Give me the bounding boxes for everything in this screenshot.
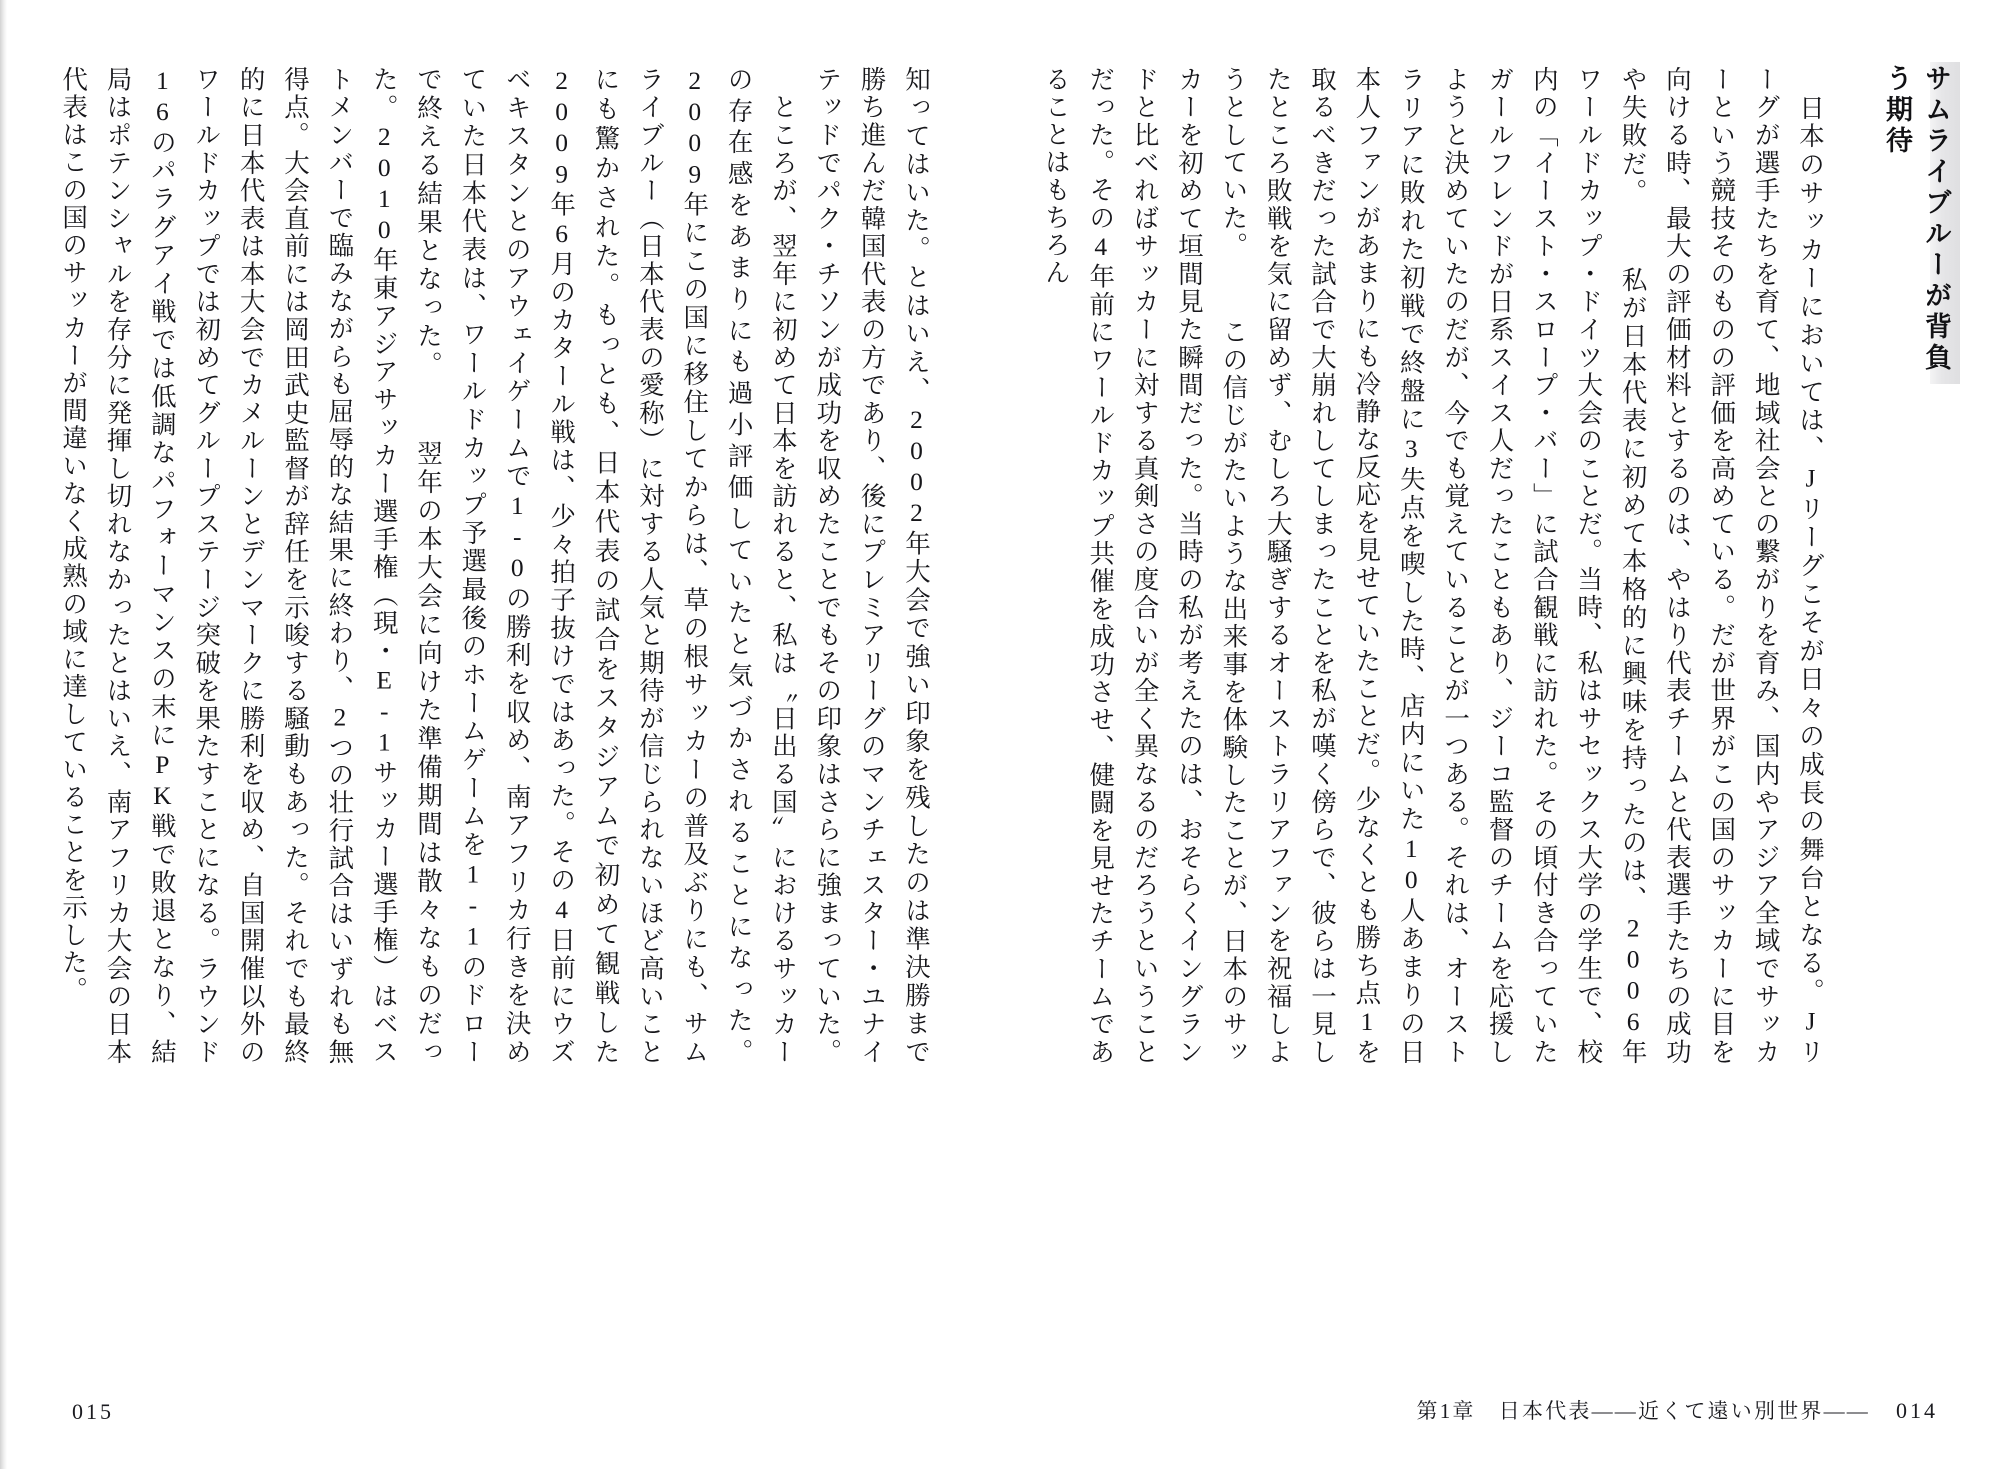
footer-chapter-title: 第1章 日本代表——近くて遠い別世界—— (1416, 1399, 1870, 1423)
page-number-014: 014 (1896, 1398, 1938, 1423)
right-page-body-text: 日本のサッカーにおいては、Jリーグこそが日々の成長の舞台となる。Jリーグが選手たちを育て、地域社会との繋がりを育み、国内やアジア全域でサッカーという競技そのものの評価を高めている。だが世界がこの国のサッカーに目を向ける時、最大の評価材料とするのは、やはり代表チームと代表選手たちの成功や失敗だ。 私が日本代表に初めて本格的に興味を持ったのは、2006年ワールドカップ・ドイツ大会のことだ。当時、私はサセックス大学の学生で、校内の「イースト・スロープ・バー」に試合観戦に訪れた。その頃付き合っていたガールフレンドが日系スイス人だったこともあり、ジーコ監督のチームを応援しようと決めていたのだが、今でも覚えていることが一つある。それは、オーストラリアに敗れた初戦で終盤に3失点を喫した時、店内にいた10人あまりの日本人ファンがあまりにも冷静な反応を見せていたことだ。少なくとも勝ち点1を取るべきだった試合で大崩れしてしまったことを私が嘆く傍らで、彼らは一見したところ敗戦を気に留めず、むしろ大騒ぎするオーストラリアファンを祝福しようとしていた。 この信じがたいような出来事を体験したことが、日本のサッカーを初めて垣間見た瞬間だった。当時の私が考えたのは、おそらくイングランドと比べればサッカーに対する真剣さの度合いが全く異なるのだろうということだった。その4年前にワールドカップ共催を成功させ、健闘を見せたチームであることはもちろん (1041, 66, 1825, 1066)
right-page (1000, 0, 2000, 1469)
section-heading: サムライブルーが背負う期待 (1882, 64, 1951, 374)
left-page-footer (72, 1399, 114, 1425)
right-page-footer (1417, 1395, 1939, 1425)
left-page-body-text: 知ってはいた。とはいえ、2002年大会で強い印象を残したのは準決勝まで勝ち進んだ韓国代表の方であり、後にプレミアリーグのマンチェスター・ユナイテッドでパク・チソンが成功を収めたことでもその印象はさらに強まっていた。 ところが、翌年に初めて日本を訪れると、私は〝日出る国〟におけるサッカーの存在感をあまりにも過小評価していたと気づかされることになった。2009年にこの国に移住してからは、草の根サッカーの普及ぶりにも、サムライブルー（日本代表の愛称）に対する人気と期待が信じられないほど高いことにも驚かされた。もっとも、日本代表の試合をスタジアムで初めて観戦した2009年6月のカタール戦は、少々拍子抜けではあった。その4日前にウズベキスタンとのアウェイゲームで1-0の勝利を収め、南アフリカ行きを決めていた日本代表は、ワールドカップ予選最後のホームゲームを1-1のドローで終える結果となった。 翌年の本大会に向けた準備期間は散々なものだった。2010年東アジアサッカー選手権（現・E-1サッカー選手権）はベストメンバーで臨みながらも屈辱的な結果に終わり、2つの壮行試合はいずれも無得点。大会直前には岡田武史監督が辞任を示唆する騒動もあった。それでも最終的に日本代表は本大会でカメルーンとデンマークに勝利を収め、自国開催以外のワールドカップでは初めてグループステージ突破を果たすことになる。ラウンド16のパラグアイ戦では低調なパフォーマンスの末にPK戦で敗退となり、結局はポテンシャルを存分に発揮し切れなかったとはいえ、南アフリカ大会の日本代表はこの国のサッカーが間違いなく成熟の域に達していることを示した。 (59, 66, 931, 1066)
page-number-015: 015 (72, 1399, 114, 1424)
